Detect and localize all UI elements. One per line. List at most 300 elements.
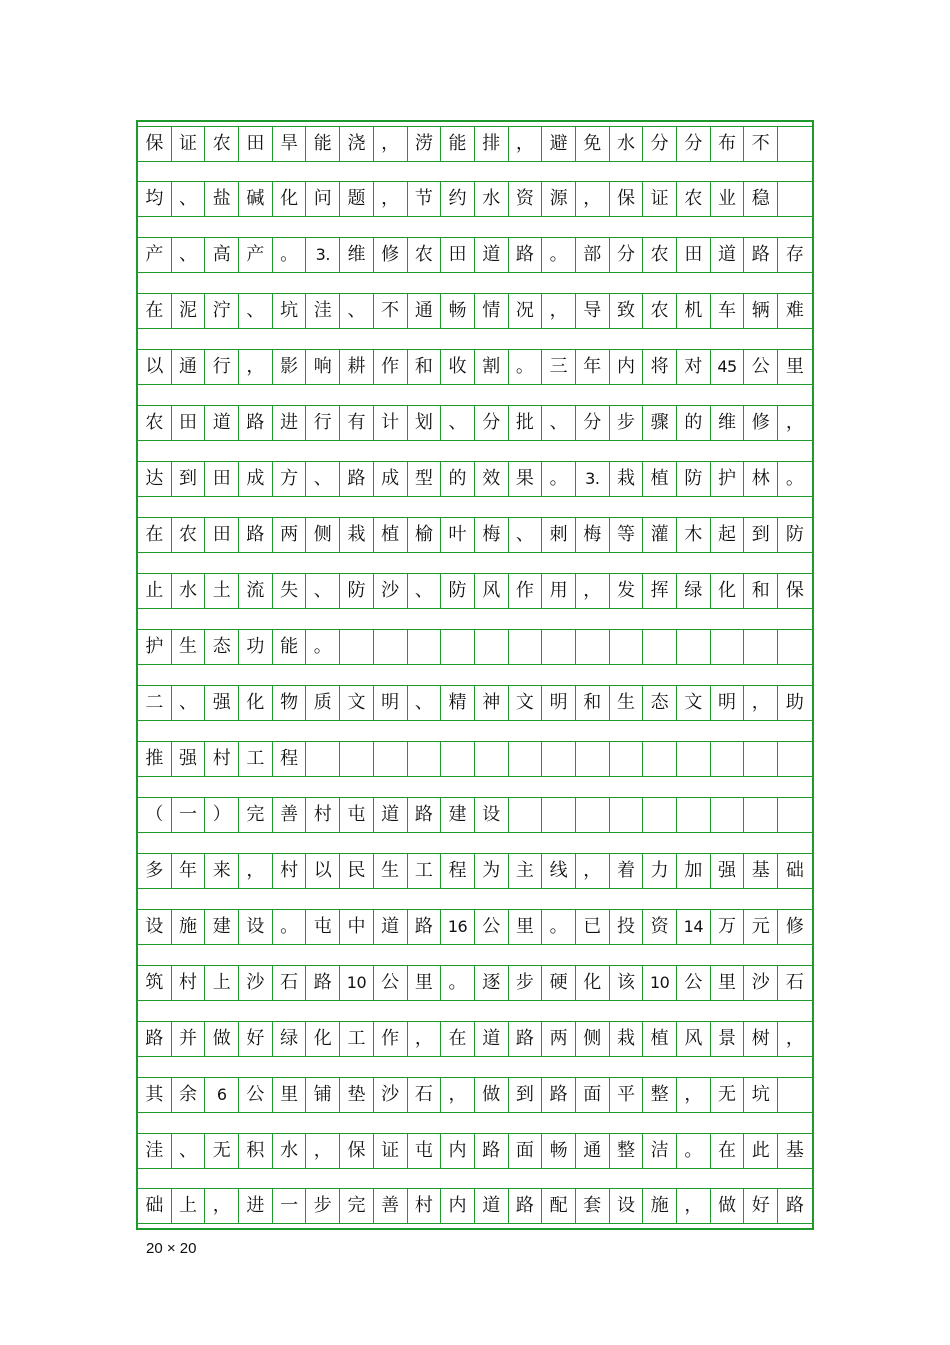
grid-cell: 村 — [172, 966, 206, 1000]
grid-cell — [778, 630, 812, 664]
grid-cell: 防 — [677, 462, 711, 496]
grid-cell: 、 — [441, 406, 475, 440]
grid-cell: 风 — [677, 1022, 711, 1056]
grid-cell: 况 — [509, 294, 543, 328]
grid-cell: 配 — [542, 1189, 576, 1223]
grid-cell: 强 — [205, 686, 239, 720]
grid-cell: 路 — [509, 1189, 543, 1223]
grid-row — [138, 909, 812, 945]
grid-cell: 上 — [172, 1189, 206, 1223]
grid-cell: 道 — [374, 910, 408, 944]
grid-cell: 村 — [205, 742, 239, 776]
grid-cell: 。 — [542, 910, 576, 944]
grid-cell: 割 — [475, 350, 509, 384]
grid-cell: 、 — [306, 462, 340, 496]
grid-cell: 田 — [677, 238, 711, 272]
grid-cell: 避 — [542, 127, 576, 161]
grid-cell: 设 — [239, 910, 273, 944]
grid-cell — [306, 742, 340, 776]
grid-cell: 物 — [273, 686, 307, 720]
grid-cell: 。 — [306, 630, 340, 664]
grid-cell: 做 — [711, 1189, 745, 1223]
grid-cell: 做 — [205, 1022, 239, 1056]
grid-cell: 进 — [273, 406, 307, 440]
grid-row — [138, 293, 812, 329]
grid-cell — [340, 630, 374, 664]
grid-cell: 里 — [273, 1078, 307, 1112]
grid-cell: 作 — [509, 574, 543, 608]
grid-cell: 。 — [273, 910, 307, 944]
grid-cell: 修 — [744, 406, 778, 440]
grid-cell: 套 — [576, 1189, 610, 1223]
grid-cell: 态 — [643, 686, 677, 720]
grid-row — [138, 965, 812, 1001]
grid-cell — [744, 742, 778, 776]
grid-cell: 14 — [677, 910, 711, 944]
grid-cell: 沙 — [374, 1078, 408, 1112]
grid-cell: 、 — [172, 182, 206, 216]
grid-cell: 步 — [610, 406, 644, 440]
grid-cell: 面 — [576, 1078, 610, 1112]
grid-cell: 叶 — [441, 518, 475, 552]
grid-cell: 年 — [576, 350, 610, 384]
grid-cell: 好 — [239, 1022, 273, 1056]
grid-cell: 好 — [744, 1189, 778, 1223]
grid-cell: 难 — [785, 300, 804, 321]
grid-row — [138, 126, 812, 162]
grid-cell: 到 — [744, 518, 778, 552]
grid-cell: 成 — [239, 462, 273, 496]
grid-cell: 生 — [610, 686, 644, 720]
grid-cell: 和 — [576, 686, 610, 720]
grid-cell: 精 — [441, 686, 475, 720]
grid-cell: 资 — [643, 910, 677, 944]
grid-cell: 分 — [610, 238, 644, 272]
grid-cell: （ — [138, 798, 172, 832]
grid-cell: 文 — [677, 686, 711, 720]
grid-cell: 维 — [711, 406, 745, 440]
grid-cell: 稳 — [744, 182, 778, 216]
grid-cell: 发 — [610, 574, 644, 608]
grid-cell: 屯 — [306, 910, 340, 944]
grid-cell: 村 — [408, 1189, 442, 1223]
grid-cell: 证 — [643, 182, 677, 216]
grid-cell: 主 — [509, 854, 543, 888]
grid-cell: 田 — [239, 127, 273, 161]
grid-cell: 田 — [172, 406, 206, 440]
grid-cell: 。 — [542, 238, 576, 272]
grid-cell — [374, 630, 408, 664]
grid-cell: ， — [576, 574, 610, 608]
grid-cell: 其 — [138, 1078, 172, 1112]
grid-cell: 通 — [172, 350, 206, 384]
grid-cell: 施 — [643, 1189, 677, 1223]
grid-cell: 明 — [374, 686, 408, 720]
grid-cell: 路 — [306, 966, 340, 1000]
grid-cell: 计 — [374, 406, 408, 440]
grid-cell: 善 — [273, 798, 307, 832]
grid-cell — [408, 742, 442, 776]
grid-cell: 屯 — [408, 1134, 442, 1168]
grid-cell: 该 — [610, 966, 644, 1000]
grid-cell: 筑 — [138, 966, 172, 1000]
grid-cell — [576, 742, 610, 776]
grid-cell: 和 — [408, 350, 442, 384]
grid-cell: 泥 — [172, 294, 206, 328]
grid-cell: 、 — [542, 406, 576, 440]
grid-row — [138, 853, 812, 889]
grid-cell: 步 — [306, 1189, 340, 1223]
grid-cell: 风 — [475, 574, 509, 608]
grid-cell: 作 — [374, 1022, 408, 1056]
grid-cell: 加 — [677, 854, 711, 888]
grid-cell: 路 — [509, 1022, 543, 1056]
grid-cell: 起 — [711, 518, 745, 552]
grid-cell — [542, 742, 576, 776]
grid-cell: 通 — [408, 294, 442, 328]
grid-cell: 挥 — [643, 574, 677, 608]
grid-cell: 能 — [306, 127, 340, 161]
grid-cell: 已 — [576, 910, 610, 944]
grid-cell: 修 — [785, 916, 804, 937]
grid-cell: 证 — [374, 1134, 408, 1168]
grid-cell: 的 — [441, 462, 475, 496]
grid-cell: 文 — [340, 686, 374, 720]
grid-cell: 辆 — [744, 294, 778, 328]
grid-cell: 梅 — [576, 518, 610, 552]
grid-cell: 整 — [610, 1134, 644, 1168]
grid-cell: 内 — [441, 1189, 475, 1223]
grid-cell: 侧 — [576, 1022, 610, 1056]
grid-cell: 3. — [306, 238, 340, 272]
grid-cell: 以 — [306, 854, 340, 888]
grid-cell: 来 — [205, 854, 239, 888]
grid-cell: 无 — [205, 1134, 239, 1168]
grid-cell: 路 — [475, 1134, 509, 1168]
grid-cell: 完 — [239, 798, 273, 832]
grid-cell: 着 — [610, 854, 644, 888]
grid-cell: 进 — [239, 1189, 273, 1223]
grid-cell: 坑 — [744, 1078, 778, 1112]
grid-cell: 道 — [475, 238, 509, 272]
grid-cell: 路 — [408, 910, 442, 944]
grid-cell: ， — [374, 127, 408, 161]
grid-cell: 、 — [172, 686, 206, 720]
grid-cell: 灌 — [643, 518, 677, 552]
grid-cell: 道 — [711, 238, 745, 272]
grid-cell: 工 — [340, 1022, 374, 1056]
grid-cell: 产 — [239, 238, 273, 272]
grid-row — [138, 349, 812, 385]
grid-cell: 、 — [509, 518, 543, 552]
grid-cell: 明 — [542, 686, 576, 720]
grid-cell: 。 — [509, 350, 543, 384]
grid-cell — [643, 798, 677, 832]
grid-cell: 布 — [711, 127, 745, 161]
grid-cell: 础 — [785, 860, 804, 881]
grid-cell: 田 — [205, 462, 239, 496]
grid-cell: 响 — [306, 350, 340, 384]
grid-row — [138, 461, 812, 497]
grid-cell: 农 — [643, 294, 677, 328]
grid-cell: 绿 — [677, 574, 711, 608]
grid-cell: 的 — [677, 406, 711, 440]
grid-cell: 梅 — [475, 518, 509, 552]
grid-cell: 到 — [509, 1078, 543, 1112]
grid-cell: 通 — [576, 1134, 610, 1168]
grid-cell: 情 — [475, 294, 509, 328]
grid-cell: 屯 — [340, 798, 374, 832]
grid-cell: 工 — [239, 742, 273, 776]
grid-cell: 推 — [138, 742, 172, 776]
grid-cell — [441, 630, 475, 664]
grid-cell — [643, 742, 677, 776]
grid-cell: 水 — [475, 182, 509, 216]
grid-cell: 里 — [509, 910, 543, 944]
grid-cell: 行 — [306, 406, 340, 440]
grid-cell: 盐 — [205, 182, 239, 216]
grid-cell: 机 — [677, 294, 711, 328]
grid-cell: 不 — [744, 127, 778, 161]
grid-cell: 中 — [340, 910, 374, 944]
grid-cell: 在 — [441, 1022, 475, 1056]
grid-row — [138, 405, 812, 441]
grid-cell: 强 — [711, 854, 745, 888]
grid-cell: 分 — [643, 127, 677, 161]
grid-cell: 题 — [340, 182, 374, 216]
grid-cell: 农 — [643, 238, 677, 272]
grid-cell: 流 — [239, 574, 273, 608]
grid-cell: 生 — [374, 854, 408, 888]
grid-cell: 助 — [785, 692, 804, 713]
grid-cell — [744, 630, 778, 664]
grid-cell: 修 — [374, 238, 408, 272]
grid-cell — [610, 798, 644, 832]
grid-cell — [475, 742, 509, 776]
grid-cell: 在 — [138, 518, 172, 552]
grid-cell: 资 — [509, 182, 543, 216]
grid-cell: 均 — [138, 182, 172, 216]
grid-cell: 路 — [542, 1078, 576, 1112]
grid-cell: 骤 — [643, 406, 677, 440]
grid-cell: 三 — [542, 350, 576, 384]
grid-cell: 、 — [340, 294, 374, 328]
grid-cell: 化 — [273, 182, 307, 216]
grid-cell: 上 — [205, 966, 239, 1000]
grid-cell: 为 — [475, 854, 509, 888]
grid-cell: 洼 — [306, 294, 340, 328]
grid-cell: 耕 — [340, 350, 374, 384]
grid-cell: 旱 — [273, 127, 307, 161]
grid-cell: 一 — [273, 1189, 307, 1223]
grid-cell: 证 — [172, 127, 206, 161]
grid-cell: 洼 — [138, 1134, 172, 1168]
grid-cell: 车 — [711, 294, 745, 328]
grid-cell: 完 — [340, 1189, 374, 1223]
grid-cell — [509, 630, 543, 664]
grid-cell: 保 — [610, 182, 644, 216]
grid-cell — [509, 798, 543, 832]
grid-cell: 公 — [239, 1078, 273, 1112]
grid-cell: 将 — [643, 350, 677, 384]
grid-cell: 明 — [711, 686, 745, 720]
grid-cell: 16 — [441, 910, 475, 944]
grid-cell: 路 — [509, 238, 543, 272]
grid-cell: 护 — [711, 462, 745, 496]
grid-cell: 防 — [441, 574, 475, 608]
grid-cell: 路 — [340, 462, 374, 496]
grid-cell: 能 — [441, 127, 475, 161]
grid-cell — [542, 798, 576, 832]
grid-cell: 畅 — [542, 1134, 576, 1168]
grid-cell: 景 — [711, 1022, 745, 1056]
grid-cell: 程 — [273, 742, 307, 776]
grid-cell: 多 — [138, 854, 172, 888]
grid-cell: 二 — [138, 686, 172, 720]
grid-cell: 栽 — [610, 462, 644, 496]
grid-row — [138, 181, 812, 217]
grid-cell — [778, 742, 812, 776]
grid-cell: 里 — [408, 966, 442, 1000]
grid-cell: 元 — [744, 910, 778, 944]
grid-cell: ， — [677, 1189, 711, 1223]
grid-cell: 质 — [306, 686, 340, 720]
grid-row — [138, 1021, 812, 1057]
grid-row — [138, 797, 812, 833]
grid-cell: 。 — [677, 1134, 711, 1168]
grid-cell: 两 — [542, 1022, 576, 1056]
grid-cell: 导 — [576, 294, 610, 328]
grid-cell: 植 — [643, 462, 677, 496]
grid-cell: 防 — [340, 574, 374, 608]
grid-cell: 础 — [138, 1189, 172, 1223]
grid-cell: 善 — [374, 1189, 408, 1223]
grid-cell: 、 — [172, 238, 206, 272]
grid-size-label: 20 × 20 — [146, 1240, 197, 1257]
grid-cell — [744, 798, 778, 832]
grid-cell: 产 — [138, 238, 172, 272]
grid-cell: 土 — [205, 574, 239, 608]
grid-row — [138, 629, 812, 665]
grid-cell: 万 — [711, 910, 745, 944]
grid-row — [138, 1188, 812, 1224]
grid-cell: ， — [576, 854, 610, 888]
grid-cell: 、 — [408, 574, 442, 608]
grid-cell: 道 — [475, 1022, 509, 1056]
grid-cell: 榆 — [408, 518, 442, 552]
grid-cell: 基 — [744, 854, 778, 888]
grid-cell: 里 — [711, 966, 745, 1000]
grid-cell: 年 — [172, 854, 206, 888]
grid-cell: 内 — [610, 350, 644, 384]
grid-cell: 碱 — [239, 182, 273, 216]
grid-row — [138, 1077, 812, 1113]
grid-cell — [610, 630, 644, 664]
grid-cell: ， — [239, 854, 273, 888]
grid-cell — [711, 798, 745, 832]
grid-cell: 达 — [138, 462, 172, 496]
grid-cell: 道 — [475, 1189, 509, 1223]
grid-cell: 有 — [340, 406, 374, 440]
grid-cell: 等 — [610, 518, 644, 552]
grid-cell: 10 — [643, 966, 677, 1000]
grid-cell: 对 — [677, 350, 711, 384]
grid-cell: ， — [542, 294, 576, 328]
grid-cell: 农 — [408, 238, 442, 272]
grid-cell: 作 — [374, 350, 408, 384]
grid-cell: 道 — [374, 798, 408, 832]
grid-cell: ， — [239, 350, 273, 384]
grid-cell: 神 — [475, 686, 509, 720]
grid-cell: 里 — [785, 356, 804, 377]
grid-cell: 强 — [172, 742, 206, 776]
grid-cell: 侧 — [306, 518, 340, 552]
grid-cell: 坑 — [273, 294, 307, 328]
grid-cell: 路 — [239, 406, 273, 440]
grid-cell: 化 — [239, 686, 273, 720]
grid-cell: 果 — [509, 462, 543, 496]
grid-cell: 面 — [509, 1134, 543, 1168]
grid-cell: 投 — [610, 910, 644, 944]
grid-cell — [778, 182, 812, 216]
grid-cell: 、 — [408, 686, 442, 720]
grid-cell: 6 — [205, 1078, 239, 1112]
grid-cell: 、 — [239, 294, 273, 328]
grid-cell: ， — [306, 1134, 340, 1168]
grid-cell: 道 — [205, 406, 239, 440]
grid-cell: 积 — [239, 1134, 273, 1168]
grid-cell: ， — [205, 1189, 239, 1223]
grid-cell: 功 — [239, 630, 273, 664]
grid-cell: 10 — [340, 966, 374, 1000]
grid-cell: 高 — [205, 238, 239, 272]
grid-cell: 沙 — [239, 966, 273, 1000]
grid-cell: 两 — [273, 518, 307, 552]
grid-cell: 和 — [744, 574, 778, 608]
grid-cell: 在 — [138, 294, 172, 328]
grid-cell — [340, 742, 374, 776]
grid-cell: 分 — [677, 127, 711, 161]
grid-cell: ， — [441, 1078, 475, 1112]
grid-cell: 田 — [441, 238, 475, 272]
grid-cell: 公 — [744, 350, 778, 384]
grid-cell: 文 — [509, 686, 543, 720]
grid-cell — [542, 630, 576, 664]
grid-cell: ） — [205, 798, 239, 832]
grid-cell: 态 — [205, 630, 239, 664]
grid-cell: 一 — [172, 798, 206, 832]
grid-cell: ， — [374, 182, 408, 216]
grid-cell — [643, 630, 677, 664]
grid-cell: 分 — [576, 406, 610, 440]
grid-cell: 植 — [643, 1022, 677, 1056]
grid-cell: 浇 — [340, 127, 374, 161]
grid-cell: 。 — [785, 468, 804, 489]
grid-cell: 程 — [441, 854, 475, 888]
grid-cell — [576, 630, 610, 664]
grid-cell: 3. — [576, 462, 610, 496]
grid-cell — [475, 630, 509, 664]
grid-cell: 逐 — [475, 966, 509, 1000]
grid-cell: ， — [408, 1022, 442, 1056]
grid-cell: 畅 — [441, 294, 475, 328]
grid-cell: 型 — [408, 462, 442, 496]
grid-cell: 存 — [785, 244, 804, 265]
grid-cell: ， — [677, 1078, 711, 1112]
grid-cell — [677, 630, 711, 664]
grid-cell: 水 — [172, 574, 206, 608]
grid-cell: 林 — [744, 462, 778, 496]
